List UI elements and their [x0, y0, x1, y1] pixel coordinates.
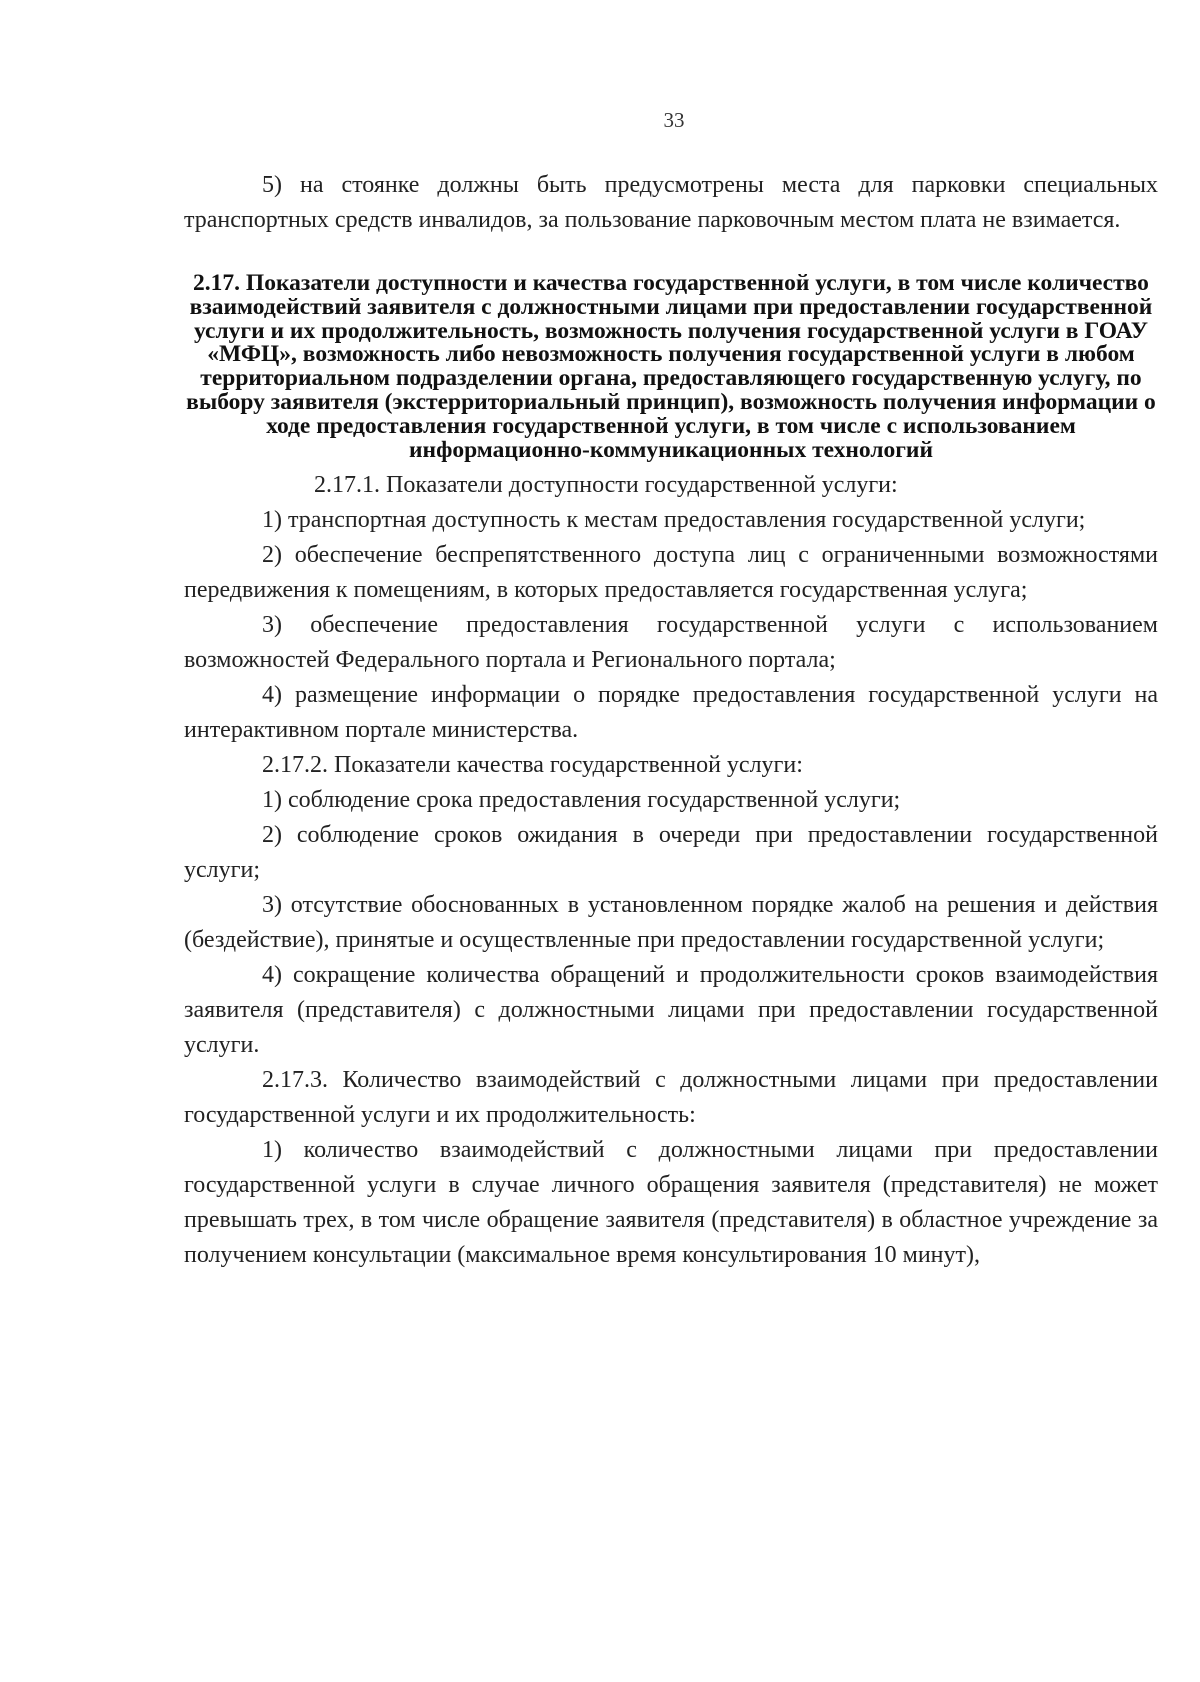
section-heading-2-17: 2.17. Показатели доступности и качества государственной услуги, в том числе количество взаимодействий заявителя с должностными лицами при предоставлении государственной услуги и их продолжительность, возможность получения государственной услуги в ГОАУ «МФЦ», возможность либо невозможность получения государственной услуги в любом территориальном подразделении органа, предоставляющего государственную услугу, по выбору заявителя (экстерриториальный принцип), возможность получения информации о ходе предоставления государственной услуги, в том числе с использованием информационно-коммуникационных технологий [186, 270, 1156, 463]
paragraph-2-17-3-item-1: 1) количество взаимодействий с должностными лицами при предоставлении государственной услуги в случае личного обращения заявителя (представителя) не может превышать трех, в том числе обращение заявителя (представителя) в областное учреждение за получением консультации (максимальное время консультирования 10 минут), [184, 1137, 1158, 1269]
paragraph-2-17-2-item-2: 2) соблюдение сроков ожидания в очереди при предоставлении государственной услуги; [184, 822, 1158, 884]
paragraph-2-17-2-title: 2.17.2. Показатели качества государственной услуги: [262, 752, 803, 779]
paragraph-parking: 5) на стоянке должны быть предусмотрены места для парковки специальных транспортных средств инвалидов, за пользование парковочным местом плата не взимается. [184, 172, 1158, 233]
paragraph-2-17-1-item-1: 1) транспортная доступность к местам предоставления государственной услуги; [262, 507, 1086, 534]
paragraph-2-17-3-title: 2.17.3. Количество взаимодействий с должностными лицами при предоставлении государственной услуги и их продолжительность: [184, 1067, 1158, 1129]
paragraph-2-17-1-item-4: 4) размещение информации о порядке предоставления государственной услуги на интерактивном портале министерства. [184, 682, 1158, 744]
paragraph-2-17-1-title: 2.17.1. Показатели доступности государственной услуги: [314, 472, 898, 499]
paragraph-2-17-2-item-3: 3) отсутствие обоснованных в установленном порядке жалоб на решения и действия (бездействие), принятые и осуществленные при предоставлении государственной услуги; [184, 892, 1158, 954]
document-body [184, 168, 1158, 1273]
paragraph-2-17-1-item-3: 3) обеспечение предоставления государственной услуги с использованием возможностей Федерального портала и Регионального портала; [184, 612, 1158, 674]
paragraph-2-17-2-item-1: 1) соблюдение срока предоставления государственной услуги; [262, 787, 901, 814]
page-number: 33 [663, 108, 685, 132]
paragraph-2-17-1-item-2: 2) обеспечение беспрепятственного доступа лиц с ограниченными возможностями передвижения к помещениям, в которых предоставляется государственная услуга; [184, 542, 1158, 604]
paragraph-2-17-2-item-4: 4) сокращение количества обращений и продолжительности сроков взаимодействия заявителя (представителя) с должностными лицами при предоставлении государственной услуги. [184, 962, 1158, 1059]
